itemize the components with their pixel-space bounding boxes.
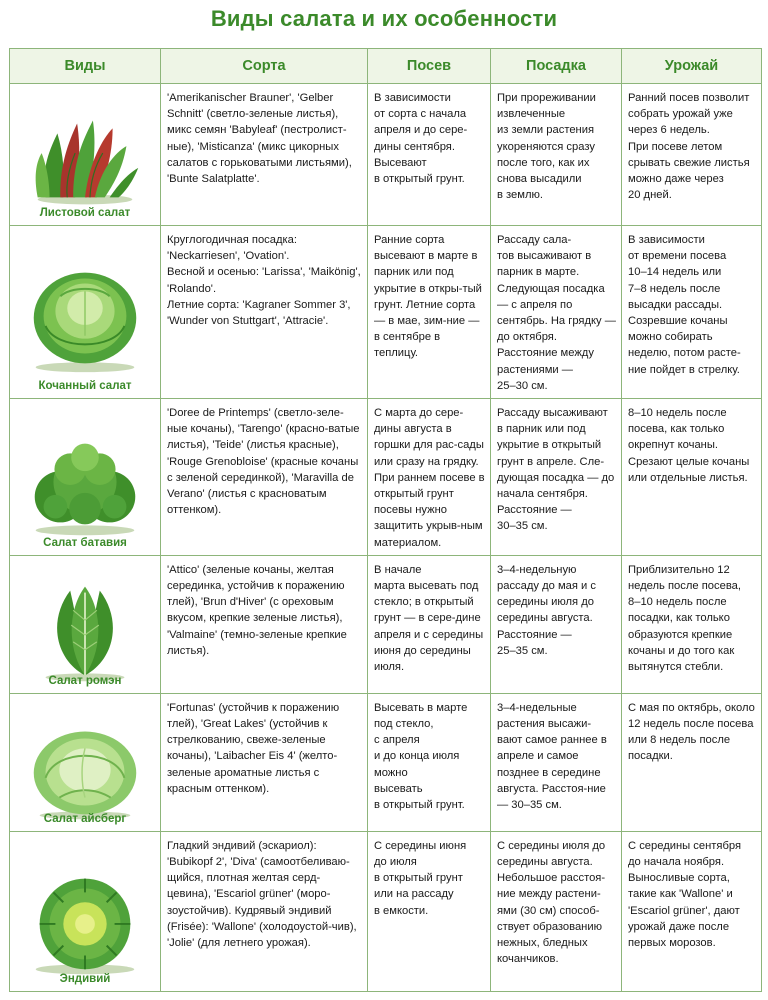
table-row xyxy=(10,399,762,556)
header-planting: Посадка xyxy=(491,49,622,84)
type-name: Салат айсберг xyxy=(43,812,127,825)
sorts-cell: Круглогодичная посадка: 'Neckarriesen', 'Ovation'. Весной и осенью: 'Larissa', 'Maikönig', 'Rolando'. Летние сорта: 'Kagraner Sommer 3', 'Wunder von Stuttgart', 'Attracie'. xyxy=(161,226,368,399)
head-lettuce-icon xyxy=(16,240,154,360)
planting-cell: 3–4-недельные растения высажи-вают самое раннее в апреле и самое позднее в середине августа. Расстоя-ние — 30–35 см. xyxy=(491,693,622,831)
header-sowing: Посев xyxy=(368,49,491,84)
sowing-cell: В начале марта высевать под стекло; в открытый грунт — в сере-дине апреля и с середины июня до середины июля. xyxy=(368,555,491,693)
sowing-cell: С марта до сере-дины августа в горшки для рас-сады или сразу на грядку. При раннем посеве в открытый грунт посевы нужно защитить укрыв-ным материалом. xyxy=(368,399,491,556)
header-sorts: Сорта xyxy=(161,49,368,84)
batavia-lettuce-icon xyxy=(16,411,154,523)
iceberg-lettuce-icon xyxy=(16,702,154,806)
sorts-cell: Гладкий эндивий (эскариол): 'Bubikopf 2', 'Diva' (самоотбеливаю-щийся, плотная желтая серд-цевина), 'Escariol grüner' (моро-зоустойчив). Кудрявый эндивий (Frisée): 'Wallone' (холодоустой-чив), 'Jolie' (для летнего урожая). xyxy=(161,831,368,991)
sowing-cell: С середины июня до июля в открытый грунт или на рассаду в емкости. xyxy=(368,831,491,991)
endive-icon xyxy=(16,846,154,962)
type-name: Кочанный салат xyxy=(38,379,132,392)
type-name: Листовой салат xyxy=(39,206,131,219)
planting-cell: При прореживании извлеченные из земли растения укореняются сразу после того, как их снова высадили в землю. xyxy=(491,84,622,226)
planting-cell: 3–4-недельную рассаду до мая и с середины июля до середины августа. Расстояние — 25–35 см. xyxy=(491,555,622,693)
type-name: Салат батавия xyxy=(43,536,127,549)
sorts-cell: 'Fortunas' (устойчив к поражению тлей), 'Great Lakes' (устойчив к стрелкованию, свеже-зеленые кочаны), 'Laibacher Eis 4' (желто-зеленые ароматные листья с красным оттенком). xyxy=(161,693,368,831)
table-row xyxy=(10,84,762,226)
type-cell xyxy=(10,555,161,693)
type-cell xyxy=(10,84,161,226)
harvest-cell: В зависимости от времени посева 10–14 недель или 7–8 недель после высадки рассады. Созревшие кочаны можно собирать неделю, потом расте-ние пойдет в стрелку. xyxy=(622,226,762,399)
table-row xyxy=(10,226,762,399)
romaine-lettuce-icon xyxy=(16,564,154,668)
harvest-cell: С мая по октябрь, около 12 недель после посева или 8 недель после посадки. xyxy=(622,693,762,831)
sowing-cell: В зависимости от сорта с начала апреля и до сере- дины сентября. Высевают в открытый грунт. xyxy=(368,84,491,226)
sorts-cell: 'Amerikanischer Brauner', 'Gelber Schnitt' (светло-зеленые листья), микс семян 'Babyleaf' (пестролист-ные), 'Misticanza' (микс цикорных салатов с горьковатыми листьями), 'Bunte Salatplatte'. xyxy=(161,84,368,226)
page-title: Виды салата и их особенности xyxy=(210,6,558,31)
leaf-lettuce-icon xyxy=(16,92,154,192)
harvest-cell: Ранний посев позволит собрать урожай уже через 6 недель. При посеве летом срывать свежие листья можно даже через 20 дней. xyxy=(622,84,762,226)
type-cell xyxy=(10,399,161,556)
planting-cell: Рассаду сала- тов высаживают в парник в марте. Следующая посадка — с апреля по сентябрь. На грядку — до октября. Расстояние между растениями — 25–30 см. xyxy=(491,226,622,399)
sorts-cell: 'Attico' (зеленые кочаны, желтая серединка, устойчив к поражению тлей), 'Brun d'Hiver' (с ореховым вкусом, крепкие зеленые листья), 'Valmaine' (темно-зеленые крепкие листья). xyxy=(161,555,368,693)
harvest-cell: С середины сентября до начала ноября. Выносливые сорта, такие как 'Wallone' и 'Escariol grüner', дают урожай даже после первых морозов. xyxy=(622,831,762,991)
salad-varieties-table xyxy=(9,48,762,992)
type-name: Салат ромэн xyxy=(48,674,122,687)
header-types: Виды xyxy=(10,49,161,84)
sowing-cell: Высевать в марте под стекло, с апреля и до конца июля можно высевать в открытый грунт. xyxy=(368,693,491,831)
planting-cell: Рассаду высаживают в парник или под укрытие в открытый грунт в апреле. Сле-дующая посадка — до начала сентября. Расстояние — 30–35 см. xyxy=(491,399,622,556)
sowing-cell: Ранние сорта высевают в марте в парник или под укрытие в откры-тый грунт. Летние сорта — в мае, зим-ние — в сентябре в теплицу. xyxy=(368,226,491,399)
table-row xyxy=(10,693,762,831)
type-cell xyxy=(10,226,161,399)
harvest-cell: 8–10 недель после посева, как только окрепнут кочаны. Срезают целые кочаны или отдельные листья. xyxy=(622,399,762,556)
type-cell xyxy=(10,693,161,831)
type-cell xyxy=(10,831,161,991)
table-row xyxy=(10,555,762,693)
type-name: Эндивий xyxy=(59,972,111,985)
sorts-cell: 'Doree de Printemps' (светло-зеле-ные кочаны), 'Tarengo' (красно-ватые листья), 'Teide' (листья красные), 'Rouge Grenobloise' (красные кочаны с зеленой серединкой), 'Maravilla de Verano' (листья с красноватым оттенком). xyxy=(161,399,368,556)
header-harvest: Урожай xyxy=(622,49,762,84)
harvest-cell: Приблизительно 12 недель после посева, 8–10 недель после посадки, как только образуются крепкие кочаны и до того как вытянутся стебли. xyxy=(622,555,762,693)
table-row xyxy=(10,831,762,991)
header-row xyxy=(10,49,762,84)
planting-cell: С середины июля до середины августа. Небольшое расстоя-ние между растени-ями (30 см) способ-ствует образованию нежных, бледных кочанчиков. xyxy=(491,831,622,991)
